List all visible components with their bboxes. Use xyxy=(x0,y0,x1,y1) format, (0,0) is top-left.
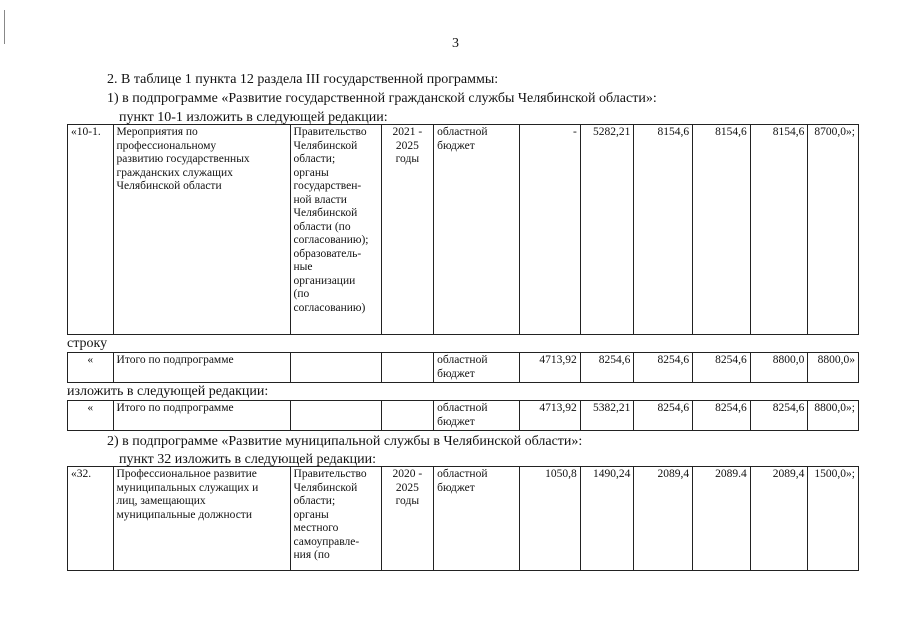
value-cell: 8800,0» xyxy=(808,353,859,383)
scan-edge-mark xyxy=(4,10,5,44)
value-cell: 8800,0»; xyxy=(808,401,859,431)
executor-cell: Правительство Челябинской области; органы местного самоуправле- ния (по xyxy=(290,467,381,571)
funding-source: областной бюджет xyxy=(434,353,520,383)
executor-cell: Правительство Челябинской области; органы государствен- ной власти Челябинской области (по согласованию); образователь- ные организации (по согласованию) xyxy=(290,125,381,335)
subparagraph-1: 1) в подпрограмме «Развитие государственной гражданской службы Челябинской области»: xyxy=(107,91,657,106)
value-cell: 5382,21 xyxy=(580,401,634,431)
subparagraph-2: 2) в подпрограмме «Развитие муниципальной службы в Челябинской области»: xyxy=(107,434,583,449)
point-32-heading: пункт 32 изложить в следующей редакции: xyxy=(119,452,376,467)
replace-label: изложить в следующей редакции: xyxy=(67,384,269,399)
funding-source: областной бюджет xyxy=(434,467,520,571)
value-cell: 1050,8 xyxy=(520,467,581,571)
executor-cell xyxy=(290,353,381,383)
value-cell: 8154,6 xyxy=(693,125,751,335)
value-cell: 1500,0»; xyxy=(808,467,859,571)
value-cell: 2089.4 xyxy=(693,467,751,571)
funding-source: областной бюджет xyxy=(434,401,520,431)
activity-name: Мероприятия по профессиональному развитию государственных гражданских служащих Челябинской области xyxy=(113,125,290,335)
value-cell: 8254,6 xyxy=(634,353,693,383)
value-cell: - xyxy=(520,125,581,335)
table-total-new xyxy=(67,400,859,431)
value-cell: 8254,6 xyxy=(693,401,751,431)
paragraph-2: 2. В таблице 1 пункта 12 раздела III государственной программы: xyxy=(107,72,499,87)
value-cell: 8154,6 xyxy=(634,125,693,335)
total-label: Итого по подпрограмме xyxy=(113,353,290,383)
value-cell: 4713,92 xyxy=(520,353,581,383)
total-label: Итого по подпрограмме xyxy=(113,401,290,431)
value-cell: 1490,24 xyxy=(580,467,634,571)
value-cell: 8800,0 xyxy=(750,353,808,383)
executor-cell xyxy=(290,401,381,431)
value-cell: 8700,0»; xyxy=(808,125,859,335)
activity-name: Профессиональное развитие муниципальных служащих и лиц, замещающих муниципальные должности xyxy=(113,467,290,571)
row-number: « xyxy=(68,401,114,431)
years-cell xyxy=(381,401,434,431)
value-cell: 5282,21 xyxy=(580,125,634,335)
years-cell: 2020 - 2025 годы xyxy=(381,467,434,571)
row-number: «32. xyxy=(68,467,114,571)
point-10-1-heading: пункт 10-1 изложить в следующей редакции: xyxy=(119,110,388,125)
funding-source: областной бюджет xyxy=(434,125,520,335)
value-cell: 8254,6 xyxy=(750,401,808,431)
value-cell: 8154,6 xyxy=(750,125,808,335)
value-cell: 8254,6 xyxy=(693,353,751,383)
page-number: 3 xyxy=(452,36,459,51)
years-cell xyxy=(381,353,434,383)
value-cell: 8254,6 xyxy=(580,353,634,383)
row-label: строку xyxy=(67,336,108,351)
value-cell: 4713,92 xyxy=(520,401,581,431)
table-point-32 xyxy=(67,466,859,571)
years-cell: 2021 - 2025 годы xyxy=(381,125,434,335)
value-cell: 2089,4 xyxy=(750,467,808,571)
row-number: « xyxy=(68,353,114,383)
value-cell: 2089,4 xyxy=(634,467,693,571)
value-cell: 8254,6 xyxy=(634,401,693,431)
table-total-old xyxy=(67,352,859,383)
table-point-10-1 xyxy=(67,124,859,335)
row-number: «10-1. xyxy=(68,125,114,335)
